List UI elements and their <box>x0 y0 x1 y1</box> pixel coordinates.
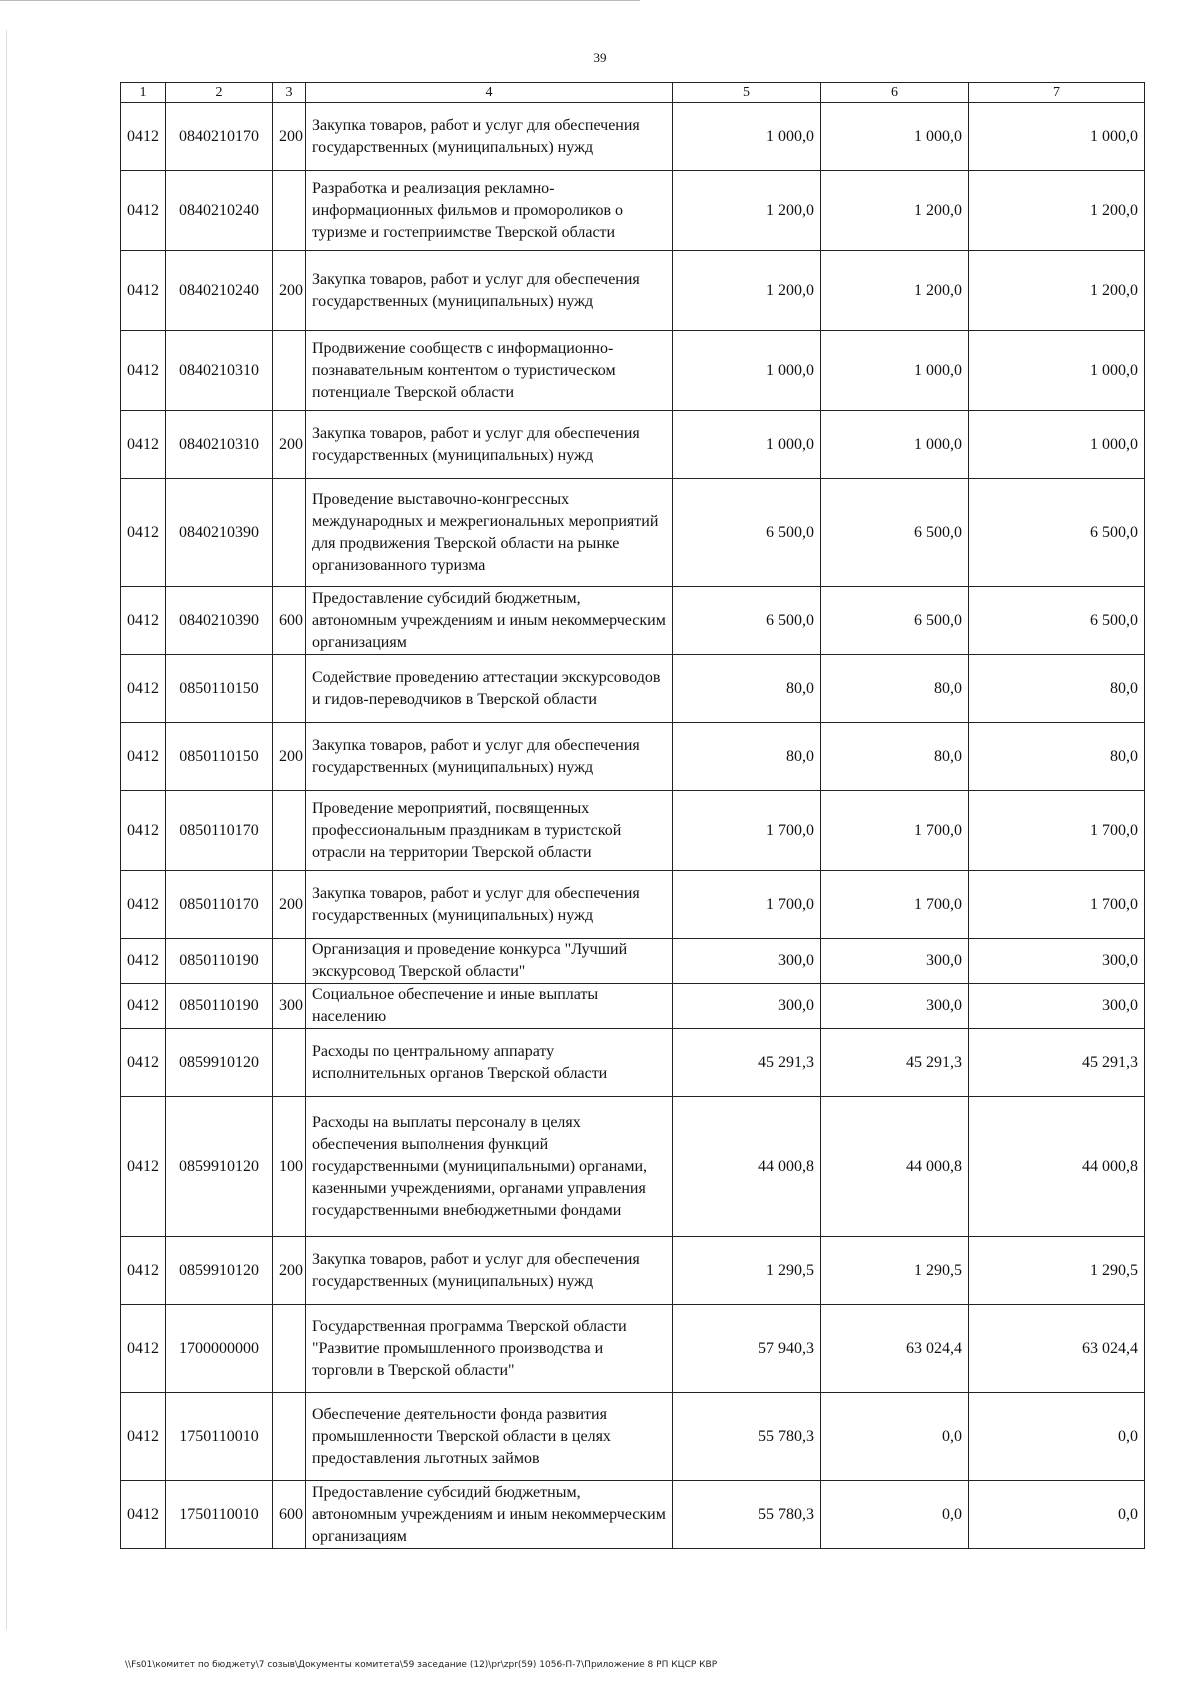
amount-col-7-cell: 63 024,4 <box>969 1305 1145 1393</box>
header-col-3: 3 <box>273 83 306 103</box>
amount-col-5-cell: 1 290,5 <box>673 1237 821 1305</box>
amount-col-5-cell: 1 200,0 <box>673 171 821 251</box>
target-article-cell: 0840210390 <box>166 587 273 655</box>
amount-col-7-cell: 45 291,3 <box>969 1029 1145 1097</box>
expense-type-cell: 200 <box>273 251 306 331</box>
amount-col-7-cell: 6 500,0 <box>969 587 1145 655</box>
header-col-2: 2 <box>166 83 273 103</box>
target-article-cell: 0840210390 <box>166 479 273 587</box>
item-name-cell: Закупка товаров, работ и услуг для обеспечения государственных (муниципальных) нужд <box>306 411 673 479</box>
table-row <box>121 791 1145 871</box>
expense-type-cell <box>273 939 306 984</box>
expense-type-cell <box>273 791 306 871</box>
header-col-4: 4 <box>306 83 673 103</box>
item-name-cell: Предоставление субсидий бюджетным, автономным учреждениям и иным некоммерческим организациям <box>306 1481 673 1549</box>
expense-type-cell: 100 <box>273 1097 306 1237</box>
item-name-cell: Расходы по центральному аппарату исполнительных органов Тверской области <box>306 1029 673 1097</box>
section-cell: 0412 <box>121 103 166 171</box>
section-cell: 0412 <box>121 1393 166 1481</box>
target-article-cell: 0850110190 <box>166 939 273 984</box>
section-cell: 0412 <box>121 1237 166 1305</box>
amount-col-5-cell: 1 000,0 <box>673 411 821 479</box>
amount-col-6-cell: 1 200,0 <box>821 251 969 331</box>
section-cell: 0412 <box>121 171 166 251</box>
target-article-cell: 0850110170 <box>166 791 273 871</box>
expense-type-cell <box>273 655 306 723</box>
budget-table <box>120 82 1145 1549</box>
header-col-1: 1 <box>121 83 166 103</box>
section-cell: 0412 <box>121 331 166 411</box>
header-col-7: 7 <box>969 83 1145 103</box>
amount-col-5-cell: 6 500,0 <box>673 479 821 587</box>
amount-col-5-cell: 1 200,0 <box>673 251 821 331</box>
amount-col-6-cell: 44 000,8 <box>821 1097 969 1237</box>
target-article-cell: 1750110010 <box>166 1393 273 1481</box>
section-cell: 0412 <box>121 251 166 331</box>
amount-col-7-cell: 0,0 <box>969 1481 1145 1549</box>
amount-col-7-cell: 300,0 <box>969 984 1145 1029</box>
expense-type-cell <box>273 479 306 587</box>
section-cell: 0412 <box>121 1029 166 1097</box>
section-cell: 0412 <box>121 1481 166 1549</box>
amount-col-5-cell: 80,0 <box>673 723 821 791</box>
item-name-cell: Социальное обеспечение и иные выплаты населению <box>306 984 673 1029</box>
expense-type-cell: 200 <box>273 723 306 791</box>
target-article-cell: 0859910120 <box>166 1237 273 1305</box>
item-name-cell: Закупка товаров, работ и услуг для обеспечения государственных (муниципальных) нужд <box>306 1237 673 1305</box>
header-row <box>121 83 1145 103</box>
target-article-cell: 0840210240 <box>166 171 273 251</box>
amount-col-6-cell: 0,0 <box>821 1393 969 1481</box>
amount-col-6-cell: 1 290,5 <box>821 1237 969 1305</box>
table-row <box>121 103 1145 171</box>
amount-col-7-cell: 1 200,0 <box>969 251 1145 331</box>
amount-col-7-cell: 1 290,5 <box>969 1237 1145 1305</box>
item-name-cell: Разработка и реализация рекламно-информационных фильмов и промороликов о туризме и гостеприимстве Тверской области <box>306 171 673 251</box>
amount-col-7-cell: 1 000,0 <box>969 331 1145 411</box>
table-body <box>121 103 1145 1549</box>
table-row <box>121 939 1145 984</box>
amount-col-5-cell: 80,0 <box>673 655 821 723</box>
amount-col-5-cell: 45 291,3 <box>673 1029 821 1097</box>
amount-col-5-cell: 55 780,3 <box>673 1481 821 1549</box>
section-cell: 0412 <box>121 791 166 871</box>
amount-col-6-cell: 45 291,3 <box>821 1029 969 1097</box>
item-name-cell: Проведение выставочно-конгрессных международных и межрегиональных мероприятий для продвижения Тверской области на рынке организованного туризма <box>306 479 673 587</box>
table-row <box>121 587 1145 655</box>
expense-type-cell <box>273 1393 306 1481</box>
expense-type-cell <box>273 331 306 411</box>
target-article-cell: 0840210170 <box>166 103 273 171</box>
table-row <box>121 1481 1145 1549</box>
amount-col-6-cell: 80,0 <box>821 655 969 723</box>
table-row <box>121 171 1145 251</box>
table-row <box>121 871 1145 939</box>
item-name-cell: Закупка товаров, работ и услуг для обеспечения государственных (муниципальных) нужд <box>306 723 673 791</box>
amount-col-5-cell: 55 780,3 <box>673 1393 821 1481</box>
amount-col-6-cell: 1 000,0 <box>821 103 969 171</box>
target-article-cell: 0859910120 <box>166 1029 273 1097</box>
amount-col-7-cell: 1 000,0 <box>969 103 1145 171</box>
table-row <box>121 655 1145 723</box>
expense-type-cell <box>273 1029 306 1097</box>
amount-col-7-cell: 6 500,0 <box>969 479 1145 587</box>
amount-col-6-cell: 300,0 <box>821 939 969 984</box>
item-name-cell: Расходы на выплаты персоналу в целях обеспечения выполнения функций государственными (муниципальными) органами, казенными учреждениями, органами управления государственными внебюджетными фондами <box>306 1097 673 1237</box>
target-article-cell: 0850110170 <box>166 871 273 939</box>
footer-file-path: \\Fs01\комитет по бюджету\7 созыв\Документы комитета\59 заседание (12)\pr\zpr(59) 1056-П-7\Приложение 8 РП КЦСР КВР <box>125 1660 718 1670</box>
item-name-cell: Закупка товаров, работ и услуг для обеспечения государственных (муниципальных) нужд <box>306 871 673 939</box>
amount-col-6-cell: 1 200,0 <box>821 171 969 251</box>
item-name-cell: Продвижение сообществ с информационно-познавательным контентом о туристическом потенциале Тверской области <box>306 331 673 411</box>
scan-border-left <box>6 30 7 1630</box>
table-row <box>121 251 1145 331</box>
item-name-cell: Закупка товаров, работ и услуг для обеспечения государственных (муниципальных) нужд <box>306 251 673 331</box>
table-row <box>121 331 1145 411</box>
expense-type-cell <box>273 1305 306 1393</box>
expense-type-cell: 600 <box>273 1481 306 1549</box>
item-name-cell: Закупка товаров, работ и услуг для обеспечения государственных (муниципальных) нужд <box>306 103 673 171</box>
amount-col-7-cell: 0,0 <box>969 1393 1145 1481</box>
page-number: 39 <box>593 50 607 65</box>
amount-col-6-cell: 1 000,0 <box>821 411 969 479</box>
section-cell: 0412 <box>121 479 166 587</box>
expense-type-cell: 200 <box>273 103 306 171</box>
amount-col-6-cell: 1 700,0 <box>821 791 969 871</box>
section-cell: 0412 <box>121 1305 166 1393</box>
header-col-5: 5 <box>673 83 821 103</box>
amount-col-5-cell: 300,0 <box>673 984 821 1029</box>
amount-col-7-cell: 80,0 <box>969 655 1145 723</box>
amount-col-7-cell: 44 000,8 <box>969 1097 1145 1237</box>
amount-col-5-cell: 300,0 <box>673 939 821 984</box>
table-row <box>121 1305 1145 1393</box>
expense-type-cell: 200 <box>273 1237 306 1305</box>
amount-col-7-cell: 1 200,0 <box>969 171 1145 251</box>
section-cell: 0412 <box>121 871 166 939</box>
item-name-cell: Обеспечение деятельности фонда развития промышленности Тверской области в целях предоставления льготных займов <box>306 1393 673 1481</box>
target-article-cell: 0850110150 <box>166 655 273 723</box>
section-cell: 0412 <box>121 1097 166 1237</box>
table-row <box>121 479 1145 587</box>
table-header <box>121 83 1145 103</box>
item-name-cell: Организация и проведение конкурса "Лучший экскурсовод Тверской области" <box>306 939 673 984</box>
section-cell: 0412 <box>121 723 166 791</box>
amount-col-7-cell: 1 700,0 <box>969 791 1145 871</box>
amount-col-5-cell: 6 500,0 <box>673 587 821 655</box>
table-row <box>121 1029 1145 1097</box>
amount-col-6-cell: 1 000,0 <box>821 331 969 411</box>
amount-col-6-cell: 6 500,0 <box>821 587 969 655</box>
target-article-cell: 1750110010 <box>166 1481 273 1549</box>
amount-col-5-cell: 1 700,0 <box>673 791 821 871</box>
section-cell: 0412 <box>121 411 166 479</box>
item-name-cell: Государственная программа Тверской области "Развитие промышленного производства и торговли в Тверской области" <box>306 1305 673 1393</box>
amount-col-6-cell: 80,0 <box>821 723 969 791</box>
table-row <box>121 1393 1145 1481</box>
amount-col-6-cell: 1 700,0 <box>821 871 969 939</box>
amount-col-6-cell: 6 500,0 <box>821 479 969 587</box>
table-row <box>121 411 1145 479</box>
item-name-cell: Содействие проведению аттестации экскурсоводов и гидов-переводчиков в Тверской области <box>306 655 673 723</box>
amount-col-7-cell: 80,0 <box>969 723 1145 791</box>
expense-type-cell <box>273 171 306 251</box>
item-name-cell: Проведение мероприятий, посвященных профессиональным праздникам в туристской отрасли на территории Тверской области <box>306 791 673 871</box>
table-row <box>121 984 1145 1029</box>
header-col-6: 6 <box>821 83 969 103</box>
scan-border-top <box>0 0 640 1</box>
target-article-cell: 0840210310 <box>166 411 273 479</box>
target-article-cell: 0840210310 <box>166 331 273 411</box>
amount-col-6-cell: 0,0 <box>821 1481 969 1549</box>
table-row <box>121 723 1145 791</box>
target-article-cell: 0859910120 <box>166 1097 273 1237</box>
amount-col-5-cell: 1 000,0 <box>673 103 821 171</box>
amount-col-5-cell: 57 940,3 <box>673 1305 821 1393</box>
target-article-cell: 0850110150 <box>166 723 273 791</box>
amount-col-7-cell: 1 000,0 <box>969 411 1145 479</box>
expense-type-cell: 600 <box>273 587 306 655</box>
amount-col-6-cell: 63 024,4 <box>821 1305 969 1393</box>
target-article-cell: 0840210240 <box>166 251 273 331</box>
section-cell: 0412 <box>121 939 166 984</box>
item-name-cell: Предоставление субсидий бюджетным, автономным учреждениям и иным некоммерческим организациям <box>306 587 673 655</box>
amount-col-6-cell: 300,0 <box>821 984 969 1029</box>
table-row <box>121 1097 1145 1237</box>
target-article-cell: 0850110190 <box>166 984 273 1029</box>
section-cell: 0412 <box>121 655 166 723</box>
target-article-cell: 1700000000 <box>166 1305 273 1393</box>
amount-col-5-cell: 1 700,0 <box>673 871 821 939</box>
table-row <box>121 1237 1145 1305</box>
amount-col-5-cell: 44 000,8 <box>673 1097 821 1237</box>
expense-type-cell: 200 <box>273 411 306 479</box>
section-cell: 0412 <box>121 984 166 1029</box>
amount-col-7-cell: 1 700,0 <box>969 871 1145 939</box>
amount-col-5-cell: 1 000,0 <box>673 331 821 411</box>
amount-col-7-cell: 300,0 <box>969 939 1145 984</box>
expense-type-cell: 200 <box>273 871 306 939</box>
expense-type-cell: 300 <box>273 984 306 1029</box>
section-cell: 0412 <box>121 587 166 655</box>
